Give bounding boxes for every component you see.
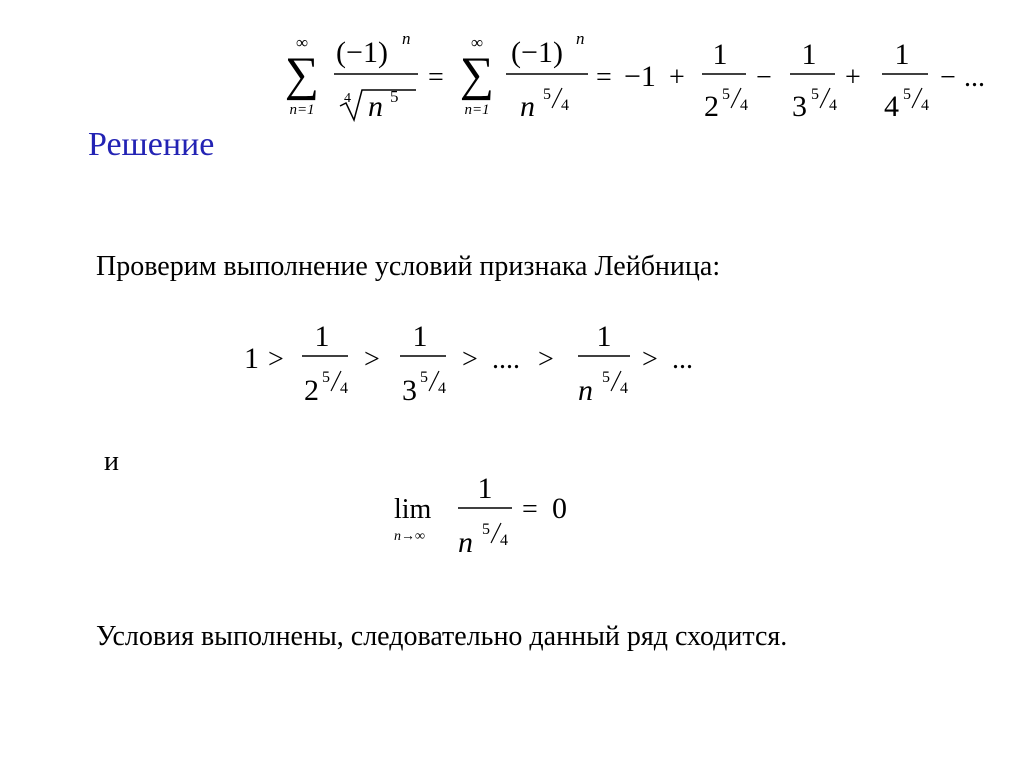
- i2-exp-den: 4: [340, 380, 348, 397]
- trailing-ellipsis: ...: [964, 62, 985, 93]
- minus-one-term: −1: [624, 60, 656, 93]
- plus2: +: [845, 62, 861, 93]
- lim-eq: =: [522, 494, 538, 525]
- lim-zero: 0: [552, 492, 567, 525]
- ineq-one: 1: [244, 342, 259, 375]
- frac1-numerator: (−1): [336, 36, 388, 69]
- in-exp-num: 5: [602, 369, 610, 386]
- lim-num: 1: [477, 472, 493, 505]
- lim-sub: n→∞: [394, 529, 425, 544]
- i3-num: 1: [412, 320, 428, 353]
- t3-exp-den: 4: [829, 97, 837, 114]
- i2-exp-num: 5: [322, 369, 330, 386]
- limit-formula: [388, 470, 588, 562]
- t4-exp-num: 5: [903, 86, 911, 103]
- root-index: 4: [344, 91, 351, 106]
- gt3: >: [462, 344, 478, 375]
- sum1-sup: ∞: [295, 33, 309, 52]
- frac1-power: n: [402, 30, 411, 48]
- dots4: ....: [492, 344, 520, 375]
- intro-text: Проверим выполнение условий признака Лейбница:: [96, 251, 721, 282]
- eq1: =: [428, 62, 444, 93]
- frac2-power: n: [576, 30, 585, 48]
- frac2-numerator: (−1): [511, 36, 563, 69]
- plus1: +: [669, 62, 685, 93]
- frac2-exp-den: 4: [561, 97, 569, 114]
- t3-base: 3: [792, 90, 807, 123]
- lim-var: n: [458, 526, 473, 559]
- t2-num: 1: [712, 38, 728, 71]
- gt2: >: [364, 344, 380, 375]
- root-var: n: [368, 90, 383, 123]
- minus2: −: [940, 62, 956, 93]
- t2-exp-den: 4: [740, 97, 748, 114]
- eq2: =: [596, 62, 612, 93]
- in-num: 1: [596, 320, 612, 353]
- t3-exp-num: 5: [811, 86, 819, 103]
- section-heading: Решение: [88, 126, 215, 163]
- t2-base: 2: [704, 90, 719, 123]
- ineq-ellipsis: ...: [672, 344, 693, 375]
- in-var: n: [578, 374, 593, 407]
- gt4: >: [538, 344, 554, 375]
- gt5: >: [642, 344, 658, 375]
- frac2-exp-num: 5: [543, 86, 551, 103]
- sum1-sigma: ∑: [284, 48, 320, 101]
- frac2-den-var: n: [520, 90, 535, 123]
- lim-word: lim: [394, 494, 432, 525]
- conjunction-text: и: [104, 446, 119, 477]
- t4-base: 4: [884, 90, 899, 123]
- i2-base: 2: [304, 374, 319, 407]
- t2-exp-num: 5: [722, 86, 730, 103]
- i3-exp-den: 4: [438, 380, 446, 397]
- i3-base: 3: [402, 374, 417, 407]
- lim-exp-num: 5: [482, 521, 490, 538]
- root-exp: 5: [390, 87, 399, 106]
- sum2-sub: n=1: [464, 102, 490, 118]
- inequality-formula: [240, 318, 720, 410]
- conclusion-text: Условия выполнены, следовательно данный ряд сходится.: [96, 621, 788, 652]
- t3-num: 1: [801, 38, 817, 71]
- lim-exp-den: 4: [500, 532, 508, 549]
- minus1: −: [756, 62, 772, 93]
- i3-exp-num: 5: [420, 369, 428, 386]
- in-exp-den: 4: [620, 380, 628, 397]
- sum2-sigma: ∑: [459, 48, 495, 101]
- sum1-sub: n=1: [289, 102, 315, 118]
- series-formula: [280, 30, 1000, 130]
- gt1: >: [268, 344, 284, 375]
- t4-num: 1: [894, 38, 910, 71]
- t4-exp-den: 4: [921, 97, 929, 114]
- i2-num: 1: [314, 320, 330, 353]
- sum2-sup: ∞: [470, 33, 484, 52]
